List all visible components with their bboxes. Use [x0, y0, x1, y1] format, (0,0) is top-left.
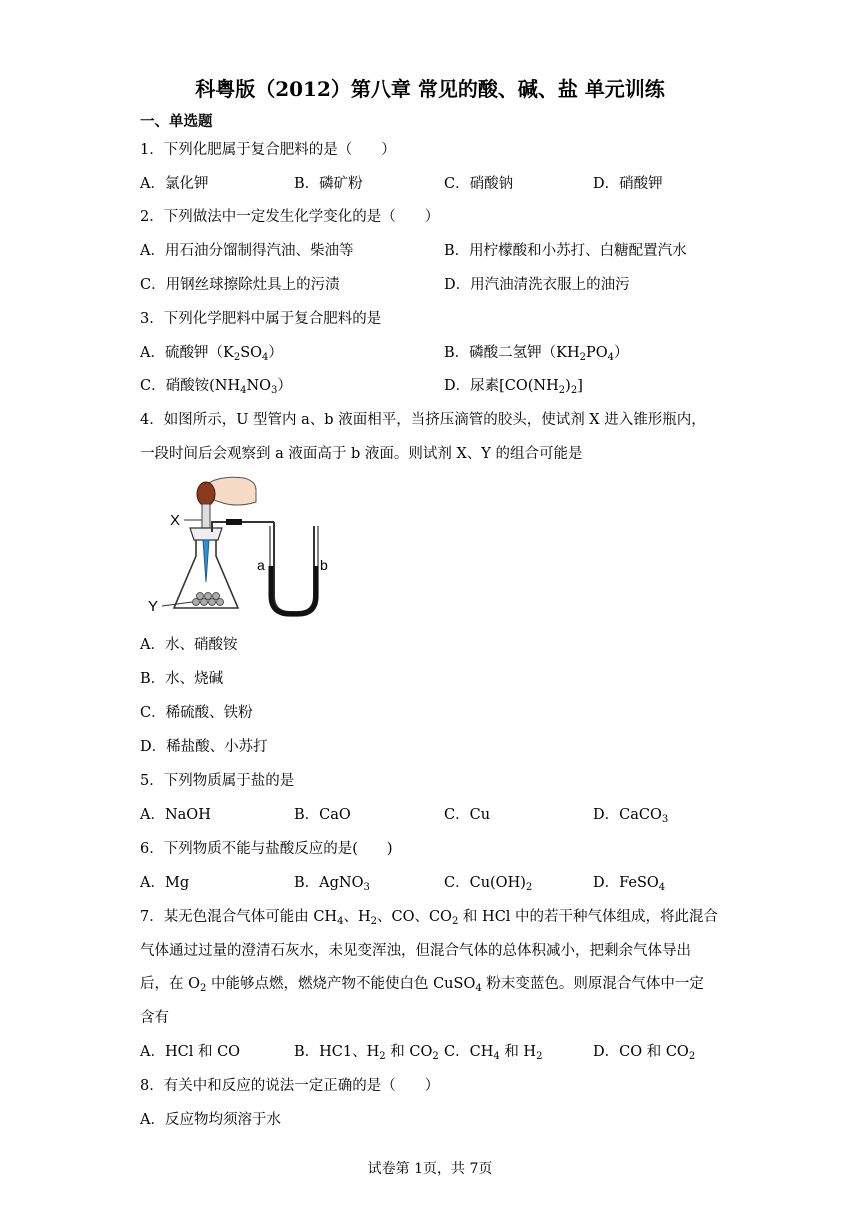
rubber-connector — [226, 519, 242, 525]
q4-stem-line1: 4．如图所示，U 型管内 a、b 液面相平，当挤压滴管的胶头，使试剂 X 进入锥形瓶内， — [140, 412, 706, 428]
q7-option-a: A．HCl 和 CO — [140, 1044, 241, 1060]
apparatus-figure — [140, 470, 370, 620]
q7-option-d: D．CO 和 $CO_2$ — [593, 1044, 696, 1062]
q8-option-a: A．反应物均须溶于水 — [140, 1112, 281, 1128]
q7-stem-line3: 后，在 $O_2$ 中能够点燃，燃烧产物不能使白色 CuSO$_4$ 粉末变蓝色。则原混合气体中一定 — [140, 976, 704, 994]
stopper — [190, 528, 222, 540]
q4-option-a: A．水、硝酸铵 — [140, 637, 238, 653]
q2-option-c: C．用钢丝球擦除灶具上的污渍 — [140, 277, 340, 293]
q3-option-c: C．硝酸铵$(NH_4NO_3)$ — [140, 378, 292, 396]
q8-stem: 8．有关中和反应的说法一定正确的是（ ） — [140, 1078, 440, 1094]
q4-option-d: D．稀盐酸、小苏打 — [140, 739, 268, 755]
dropper-tube — [202, 504, 210, 530]
solid-y — [193, 593, 224, 606]
q6-stem: 6．下列物质不能与盐酸反应的是( ) — [140, 841, 393, 857]
q7-option-b: B．HC1、$H_2$ 和 $CO_2$ — [294, 1044, 439, 1062]
page-footer: 试卷第 1页，共 7页 — [367, 1161, 493, 1177]
label-b: b — [320, 557, 328, 573]
q5-option-c: C．Cu — [444, 807, 491, 823]
q1-option-d: D．硝酸钾 — [593, 176, 663, 192]
q1-option-c: C．硝酸钠 — [444, 176, 514, 192]
q7-stem-line2: 气体通过过量的澄清石灰水，未见变浑浊，但混合气体的总体积减小，把剩余气体导出 — [140, 943, 691, 959]
q5-stem: 5．下列物质属于盐的是 — [140, 773, 295, 789]
q7-stem-line4: 含有 — [140, 1010, 169, 1026]
q2-option-d: D．用汽油清洗衣服上的油污 — [444, 277, 630, 293]
q3-option-b: B．磷酸二氢钾$(KH_2PO_4)$ — [444, 345, 629, 363]
q3-option-d: D．尿素$[CO(NH_2)_2]$ — [444, 378, 583, 396]
q6-option-d: D．FeSO$_4$ — [593, 875, 666, 893]
q3-stem: 3．下列化学肥料中属于复合肥料的是 — [140, 311, 382, 327]
q4-stem-line2: 一段时间后会观察到 a 液面高于 b 液面。则试剂 X、Y 的组合可能是 — [140, 446, 583, 462]
q4-option-c: C．稀硫酸、铁粉 — [140, 705, 253, 721]
q2-stem: 2．下列做法中一定发生化学变化的是（ ） — [140, 209, 440, 225]
q6-option-a: A．Mg — [140, 875, 190, 891]
q1-option-a: A．氯化钾 — [140, 176, 209, 192]
q2-option-a: A．用石油分馏制得汽油、柴油等 — [140, 243, 354, 259]
q3-option-a: A．硫酸钾$(K_2SO_4)$ — [140, 345, 283, 363]
section-heading: 一、单选题 — [140, 113, 213, 130]
label-x: X — [170, 512, 181, 529]
q5-option-d: D．CaCO$_3$ — [593, 807, 669, 825]
q7-stem-line1: 7．某无色混合气体可能由 $CH_4$、$H_2$、CO、$CO_2$ 和 HCl 中的若干种气体组成，将此混合 — [140, 909, 719, 927]
label-y: Y — [148, 598, 159, 615]
q4-option-b: B．水、烧碱 — [140, 671, 224, 687]
q5-option-a: A．NaOH — [140, 807, 211, 823]
q7-option-c: C．$CH_4$ 和 $H_2$ — [444, 1044, 543, 1062]
dropper-tip — [203, 540, 209, 582]
q5-option-b: B．CaO — [294, 807, 351, 823]
q6-option-b: B．AgNO$_3$ — [294, 875, 370, 893]
label-a: a — [257, 557, 265, 573]
q2-option-b: B．用柠檬酸和小苏打、白糖配置汽水 — [444, 243, 687, 259]
u-tube — [274, 522, 314, 612]
q1-option-b: B．磷矿粉 — [294, 176, 363, 192]
q1-stem: 1．下列化肥属于复合肥料的是（ ） — [140, 142, 396, 158]
q6-option-c: C．$Cu(OH)_2$ — [444, 875, 533, 893]
page-title: 科粤版（2012）第八章 常见的酸、碱、盐 单元训练 — [195, 77, 665, 101]
dropper-bulb — [197, 482, 215, 506]
